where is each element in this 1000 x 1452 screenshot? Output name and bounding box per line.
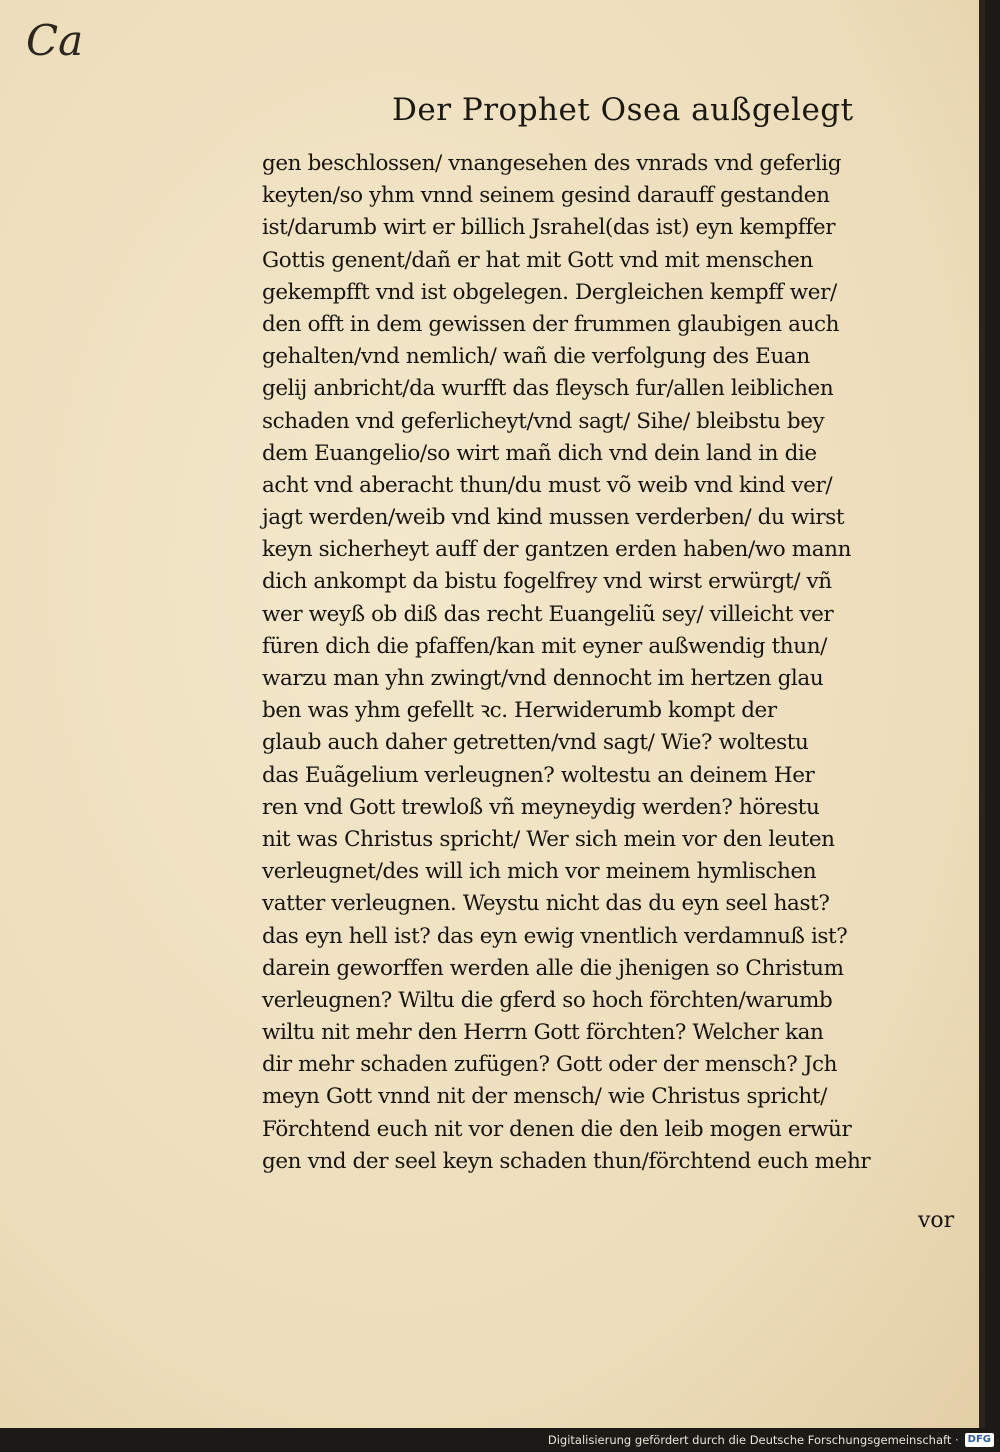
text-line: meyn Gott vnnd nit der mensch/ wie Christus spricht/ bbox=[262, 1084, 827, 1110]
text-line: gelij anbricht/da wurfft das fleysch fur/allen leiblichen bbox=[262, 376, 834, 402]
text-line: wiltu nit mehr den Herrn Gott förchten? Welcher kan bbox=[262, 1020, 824, 1046]
text-line: glaub auch daher getretten/vnd sagt/ Wie? woltestu bbox=[262, 730, 809, 756]
text-line: ren vnd Gott trewloß vñ meyneydig werden? hörestu bbox=[262, 794, 820, 820]
text-line: dem Euangelio/so wirt mañ dich vnd dein land in die bbox=[262, 440, 817, 466]
body-text bbox=[262, 148, 962, 1178]
text-line: darein geworffen werden alle die jhenigen so Christum bbox=[262, 955, 844, 981]
catchword: vor bbox=[918, 1208, 955, 1233]
text-line: wer weyß ob diß das recht Euangeliũ sey/ villeicht ver bbox=[262, 601, 834, 627]
dfg-logo: DFG bbox=[965, 1433, 994, 1447]
text-line: gen beschlossen/ vnangesehen des vnrads vnd geferlig bbox=[262, 151, 842, 176]
text-line: dich ankompt da bistu fogelfrey vnd wirst erwürgt/ vñ bbox=[262, 569, 832, 595]
text-line: warzu man yhn zwingt/vnd dennocht im hertzen glau bbox=[262, 666, 824, 691]
text-line: Förchtend euch nit vor denen die den leib mogen erwür bbox=[262, 1116, 852, 1142]
text-line: jagt werden/weib vnd kind mussen verderben/ du wirst bbox=[262, 505, 845, 531]
text-line: das eyn hell ist? das eyn ewig vnentlich verdamnuß ist? bbox=[262, 923, 848, 949]
text-line: gehalten/vnd nemlich/ wañ die verfolgung des Euan bbox=[262, 344, 810, 370]
text-line: acht vnd aberacht thun/du must võ weib vnd kind ver/ bbox=[262, 472, 833, 498]
text-line: Gottis genent/dañ er hat mit Gott vnd mit menschen bbox=[262, 247, 813, 273]
text-line: nit was Christus spricht/ Wer sich mein vor den leuten bbox=[262, 826, 835, 852]
text-line: ben was yhm gefellt ꝛc. Herwiderumb kompt der bbox=[262, 698, 777, 724]
text-line: keyn sicherheyt auff der gantzen erden haben/wo mann bbox=[262, 537, 852, 563]
footer-credit bbox=[548, 1428, 1000, 1452]
running-head: Der Prophet Osea außgelegt bbox=[392, 92, 854, 128]
text-line: vatter verleugnen. Weystu nicht das du eyn seel hast? bbox=[262, 891, 830, 917]
text-line: keyten/so yhm vnnd seinem gesind darauff gestanden bbox=[262, 183, 830, 209]
text-line: den offt in dem gewissen der frummen glaubigen auch bbox=[262, 311, 840, 337]
footer-text: Digitalisierung gefördert durch die Deutsche Forschungsgemeinschaft · bbox=[547, 1433, 959, 1447]
text-line: ist/darumb wirt er billich Jsrahel(das ist) eyn kempffer bbox=[262, 215, 836, 241]
text-line: gekempfft vnd ist obgelegen. Dergleichen kempff wer/ bbox=[262, 279, 837, 305]
text-line: gen vnd der seel keyn schaden thun/förchtend euch mehr bbox=[262, 1148, 871, 1174]
text-line: schaden vnd geferlicheyt/vnd sagt/ Sihe/ bleibstu bey bbox=[262, 408, 825, 434]
text-line: das Euãgelium verleugnen? woltestu an deinem Her bbox=[262, 762, 815, 788]
signature-mark: Ca bbox=[26, 16, 84, 65]
text-line: füren dich die pfaffen/kan mit eyner außwendig thun/ bbox=[262, 633, 827, 659]
text-line: verleugnen? Wiltu die gferd so hoch förchten/warumb bbox=[262, 987, 833, 1013]
text-line: verleugnet/des will ich mich vor meinem hymlischen bbox=[262, 859, 817, 885]
text-line: dir mehr schaden zufügen? Gott oder der mensch? Jch bbox=[262, 1052, 838, 1078]
